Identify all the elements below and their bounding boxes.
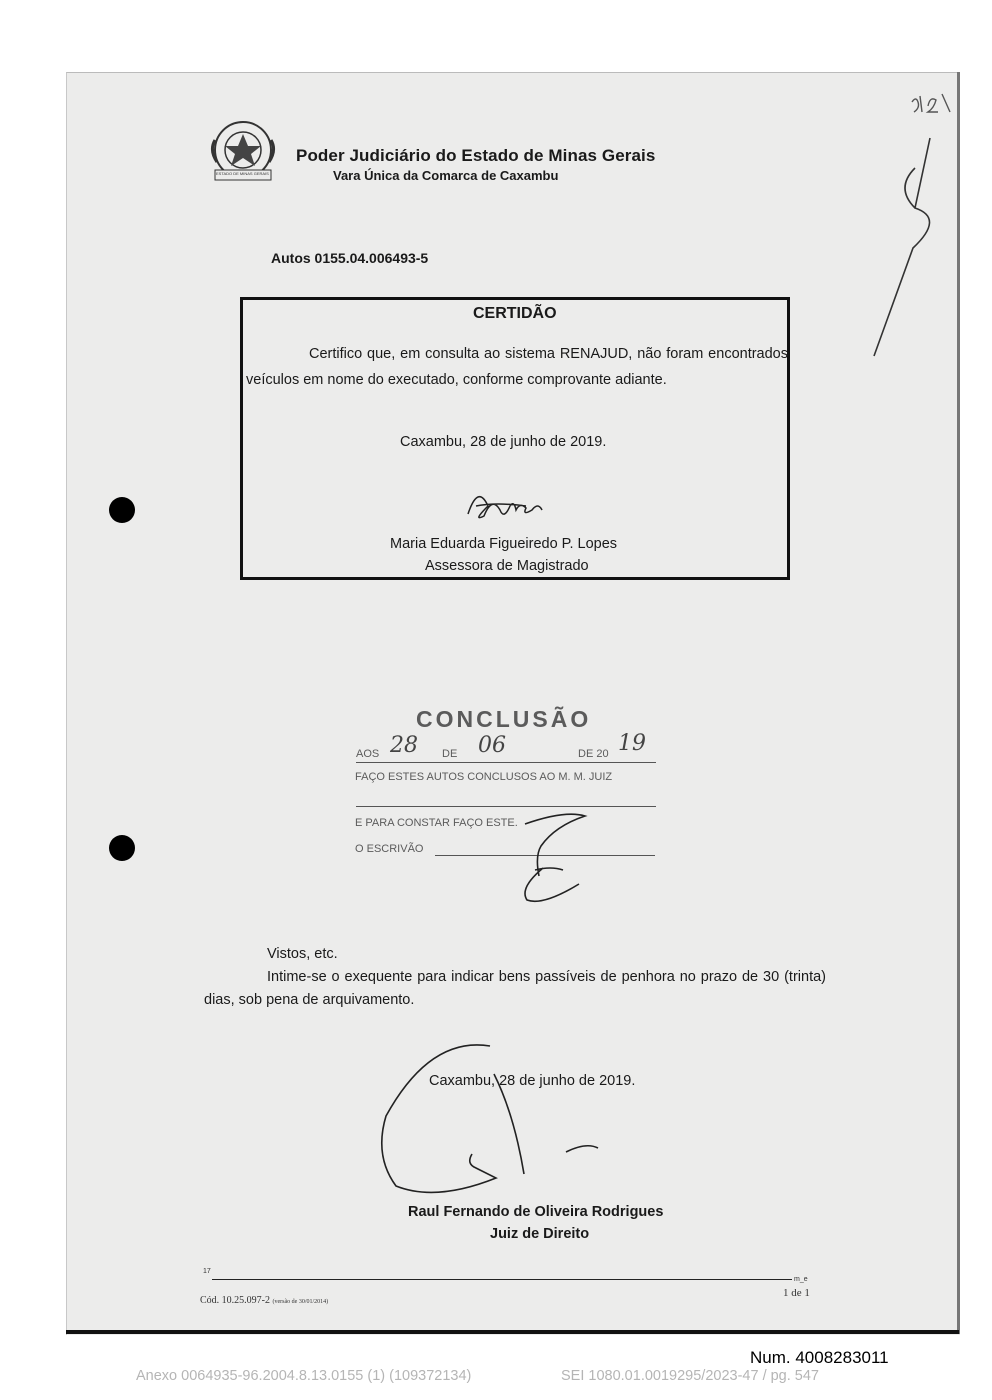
decision-opening: Vistos, etc. [267,946,338,962]
stamp-line-conclusos: FAÇO ESTES AUTOS CONCLUSOS AO M. M. JUIZ [355,771,613,783]
court-name: Poder Judiciário do Estado de Minas Gerais [296,146,656,165]
stamp-year-handwritten: 19 [618,731,646,756]
page-number-handwritten [905,95,907,96]
certidao-signer-role: Assessora de Magistrado [425,558,589,574]
seal-text: ESTADO DE MINAS GERAIS [216,171,269,176]
annex-reference: Anexo 0064935-96.2004.8.13.0155 (1) (109372134) [136,1368,472,1384]
form-page-count: 1 de 1 [783,1287,810,1299]
conclusao-stamp-title: CONCLUSÃO [416,706,592,732]
certidao-title: CERTIDÃO [473,305,557,322]
stamp-day-handwritten: 28 [390,733,418,758]
judge-signature [370,1040,610,1200]
stamp-aos-label: AOS [356,748,380,760]
stamp-month-handwritten: 06 [478,733,506,758]
stamp-rule [356,806,656,807]
escrivao-signature [505,810,595,905]
punch-hole [109,835,135,861]
decision-date: Caxambu, 28 de junho de 2019. [429,1073,636,1089]
certidao-text: Certifico que, em consulta ao sistema RENAJUD, não foram encontrados veículos em nome do executado, conforme comprovante adiante. [246,346,788,388]
judge-name: Raul Fernando de Oliveira Rodrigues [408,1204,664,1220]
court-division: Vara Única da Comarca de Caxambu [333,168,559,183]
stamp-line-escrivao: O ESCRIVÃO [355,843,424,855]
coat-of-arms-seal [205,120,281,186]
document-number: Num. 4008283011 [750,1348,889,1367]
stamp-line-constar: E PARA CONSTAR FAÇO ESTE. [355,817,518,829]
form-version: (versão de 30/01/2014) [272,1299,329,1305]
judge-role: Juiz de Direito [490,1226,590,1242]
stamp-de20-label: DE 20 [578,748,609,760]
sei-reference: SEI 1080.01.0019295/2023-47 / pg. 547 [561,1368,819,1384]
stamp-rule [356,762,656,763]
form-code [200,1295,328,1306]
sheet-edge [66,1330,959,1334]
form-line-number: 17 [203,1268,211,1275]
margin-handwriting [860,88,960,368]
form-suffix: m_e [794,1276,808,1283]
punch-hole [109,497,135,523]
decision-text [204,943,826,1012]
case-number: Autos 0155.04.006493-5 [271,250,429,266]
certidao-signer-name: Maria Eduarda Figueiredo P. Lopes [390,536,618,552]
certidao-signature [462,484,552,530]
form-code-number: Cód. 10.25.097-2 [200,1295,270,1306]
decision-order: Intime-se o exequente para indicar bens passíveis de penhora no prazo de 30 (trinta) dias, sob pena de arquivamento. [204,969,826,1008]
certidao-date: Caxambu, 28 de junho de 2019. [400,434,607,450]
stamp-de-label: DE [442,748,458,760]
form-footer-rule [212,1279,792,1280]
